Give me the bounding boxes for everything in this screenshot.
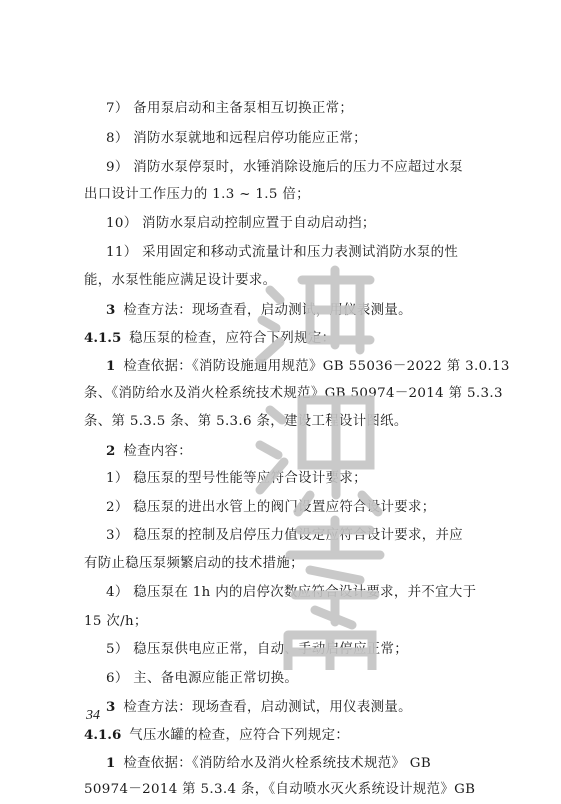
page-number: 34 <box>86 708 100 723</box>
text-line: 能，水泵性能应满足设计要求。 <box>84 273 277 288</box>
section-text: 稳压泵的检查，应符合下列规定： <box>129 331 336 346</box>
text-line: 1） 稳压泵的型号性能等应符合设计要求； <box>106 471 367 486</box>
section-text: 气压水罐的检查，应符合下列规定： <box>129 728 350 743</box>
item-number: 1 <box>106 358 116 374</box>
text-line: 3） 稳压泵的控制及启停压力值设定应符合设计要求，并应 <box>106 528 463 543</box>
text-line: 7） 备用泵启动和主备泵相互切换正常； <box>106 101 354 116</box>
section-heading <box>84 727 349 744</box>
text-line <box>106 443 192 460</box>
text-line: 出口设计工作压力的 1.3 ~ 1.5 倍； <box>84 187 310 202</box>
text-line: 4） 稳压泵在 1h 内的启停次数应符合设计要求，并不宜大于 <box>106 585 477 600</box>
text-line: 8） 消防水泵就地和远程启停功能应正常； <box>106 131 367 146</box>
text-line: 2） 稳压泵的进出水管上的阀门设置应符合设计要求； <box>106 500 436 515</box>
text-line: 条、《消防给水及消火栓系统技术规范》GB 50974－2014 第 5.3.3 <box>84 386 503 401</box>
item-text: 检查内容： <box>123 444 193 459</box>
text-line: 5） 稳压泵供电应正常，自动、手动启停应正常； <box>106 642 409 657</box>
text-line <box>106 699 412 716</box>
item-number: 2 <box>106 443 116 459</box>
item-text: 检查依据：《消防给水及消火栓系统技术规范》 GB <box>123 756 432 771</box>
text-line: 条、第 5.3.5 条、第 5.3.6 条，建设工程设计图纸。 <box>84 414 408 429</box>
item-text: 检查依据：《消防设施通用规范》GB 55036－2022 第 3.0.13 <box>123 359 510 374</box>
section-number: 4.1.6 <box>84 727 122 743</box>
item-number: 1 <box>106 755 116 771</box>
section-heading <box>84 330 335 347</box>
text-line <box>106 755 431 772</box>
text-line: 有防止稳压泵频繁启动的技术措施； <box>84 556 304 571</box>
text-line <box>106 302 412 319</box>
text-line: 10） 消防水泵启动控制应置于自动启动挡； <box>106 216 376 231</box>
text-line: 9） 消防水泵停泵时，水锤消除设施后的压力不应超过水泵 <box>106 160 463 175</box>
item-number: 3 <box>106 699 116 715</box>
text-line: 50974－2014 第 5.3.4 条，《自动喷水灭火系统设计规范》GB <box>84 782 476 797</box>
text-line: 11） 采用固定和移动式流量计和压力表测试消防水泵的性 <box>106 245 459 260</box>
item-text: 检查方法：现场查看，启动测试，用仪表测量。 <box>123 303 412 318</box>
text-line: 6） 主、备电源应能正常切换。 <box>106 671 299 686</box>
section-number: 4.1.5 <box>84 330 122 346</box>
text-line <box>106 358 510 375</box>
item-text: 检查方法：现场查看，启动测试，用仪表测量。 <box>123 700 412 715</box>
text-line: 15 次/h； <box>84 614 148 629</box>
item-number: 3 <box>106 302 116 318</box>
